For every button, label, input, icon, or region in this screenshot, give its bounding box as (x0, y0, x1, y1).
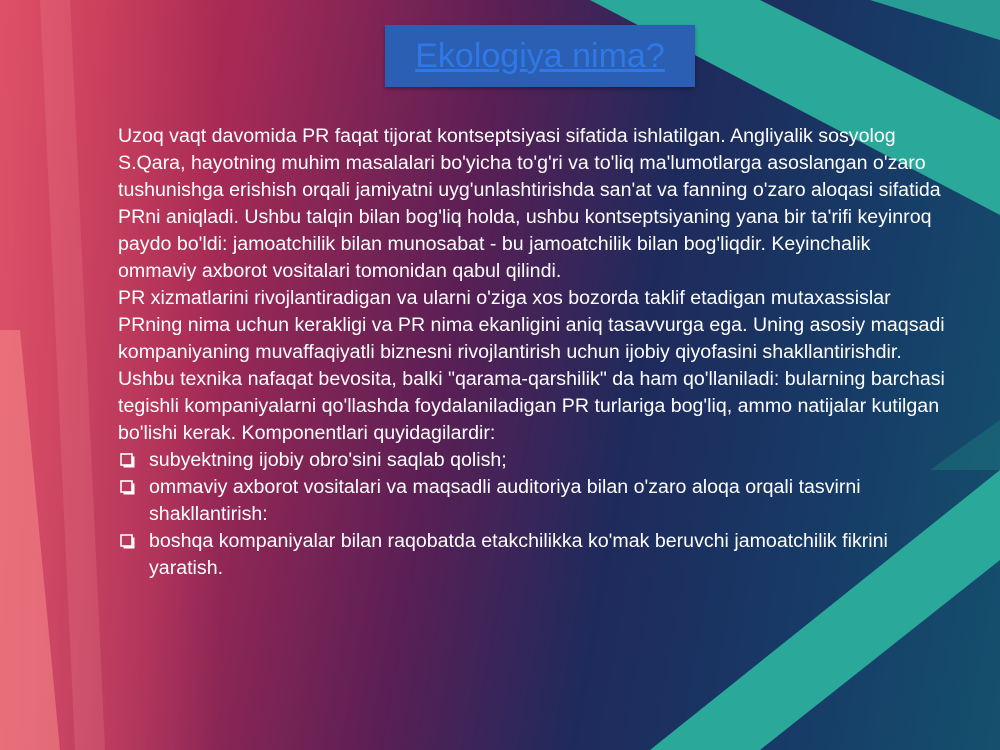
teal-corner (870, 0, 1000, 40)
paragraph-1: Uzoq vaqt davomida PR faqat tijorat kontseptsiyasi sifatida ishlatilgan. Angliyalik sosyolog S.Qara, hayotning muhim masalalari bo'yicha to'g'ri va to'liq ma'lumotlarga asoslangan o'zaro tushunishga erishish orqali jamiyatni uyg'unlashtirishda san'at va fanning o'zaro aloqasi sifatida PRni aniqladi. Ushbu talqin bilan bog'liq holda, ushbu kontseptsiyaning yana bir ta'rifi keyinroq paydo bo'ldi: jamoatchilik bilan munosabat - bu jamoatchilik bilan bog'liqdir. Keyinchalik ommaviy axborot vositalari tomonidan qabul qilindi. (118, 125, 941, 282)
bullet-list (118, 447, 953, 582)
checkbox-outline-icon (120, 534, 135, 549)
bullet-text: ommaviy axborot vositalari va maqsadli auditoriya bilan o'zaro aloqa orqali tasvirni shakllantirish: (149, 476, 861, 525)
slide-body (118, 123, 953, 582)
checkbox-outline-icon (120, 480, 135, 495)
checkbox-outline-icon (120, 453, 135, 468)
title-box (385, 25, 695, 87)
list-item (118, 474, 953, 528)
paragraph-2: PR xizmatlarini rivojlantiradigan va ularni o'ziga xos bozorda taklif etadigan mutaxassislar PRning nima uchun kerakligi va PR nima ekanligini aniq tasavvurga ega. Uning asosiy maqsadi kompaniyaning muvaffaqiyatli biznesni rivojlantirish uchun ijobiy qiyofasini shakllantirishdir. Ushbu texnika nafaqat bevosita, balki "qarama-qarshilik" da ham qo'llaniladi: bularning barchasi tegishli kompaniyalarni qo'llashda foydalaniladigan PR turlariga bog'liq, ammo natijalar kutilgan bo'lishi kerak. Komponentlari quyidagilardir: (118, 287, 945, 444)
slide-title-link[interactable]: Ekologiya nima? (415, 36, 665, 75)
list-item (118, 528, 953, 582)
bullet-text: boshqa kompaniyalar bilan raqobatda etakchilikka ko'mak beruvchi jamoatchilik fikrini yaratish. (149, 530, 888, 579)
bullet-text: subyektning ijobiy obro'sini saqlab qolish; (149, 449, 507, 471)
list-item (118, 447, 953, 474)
